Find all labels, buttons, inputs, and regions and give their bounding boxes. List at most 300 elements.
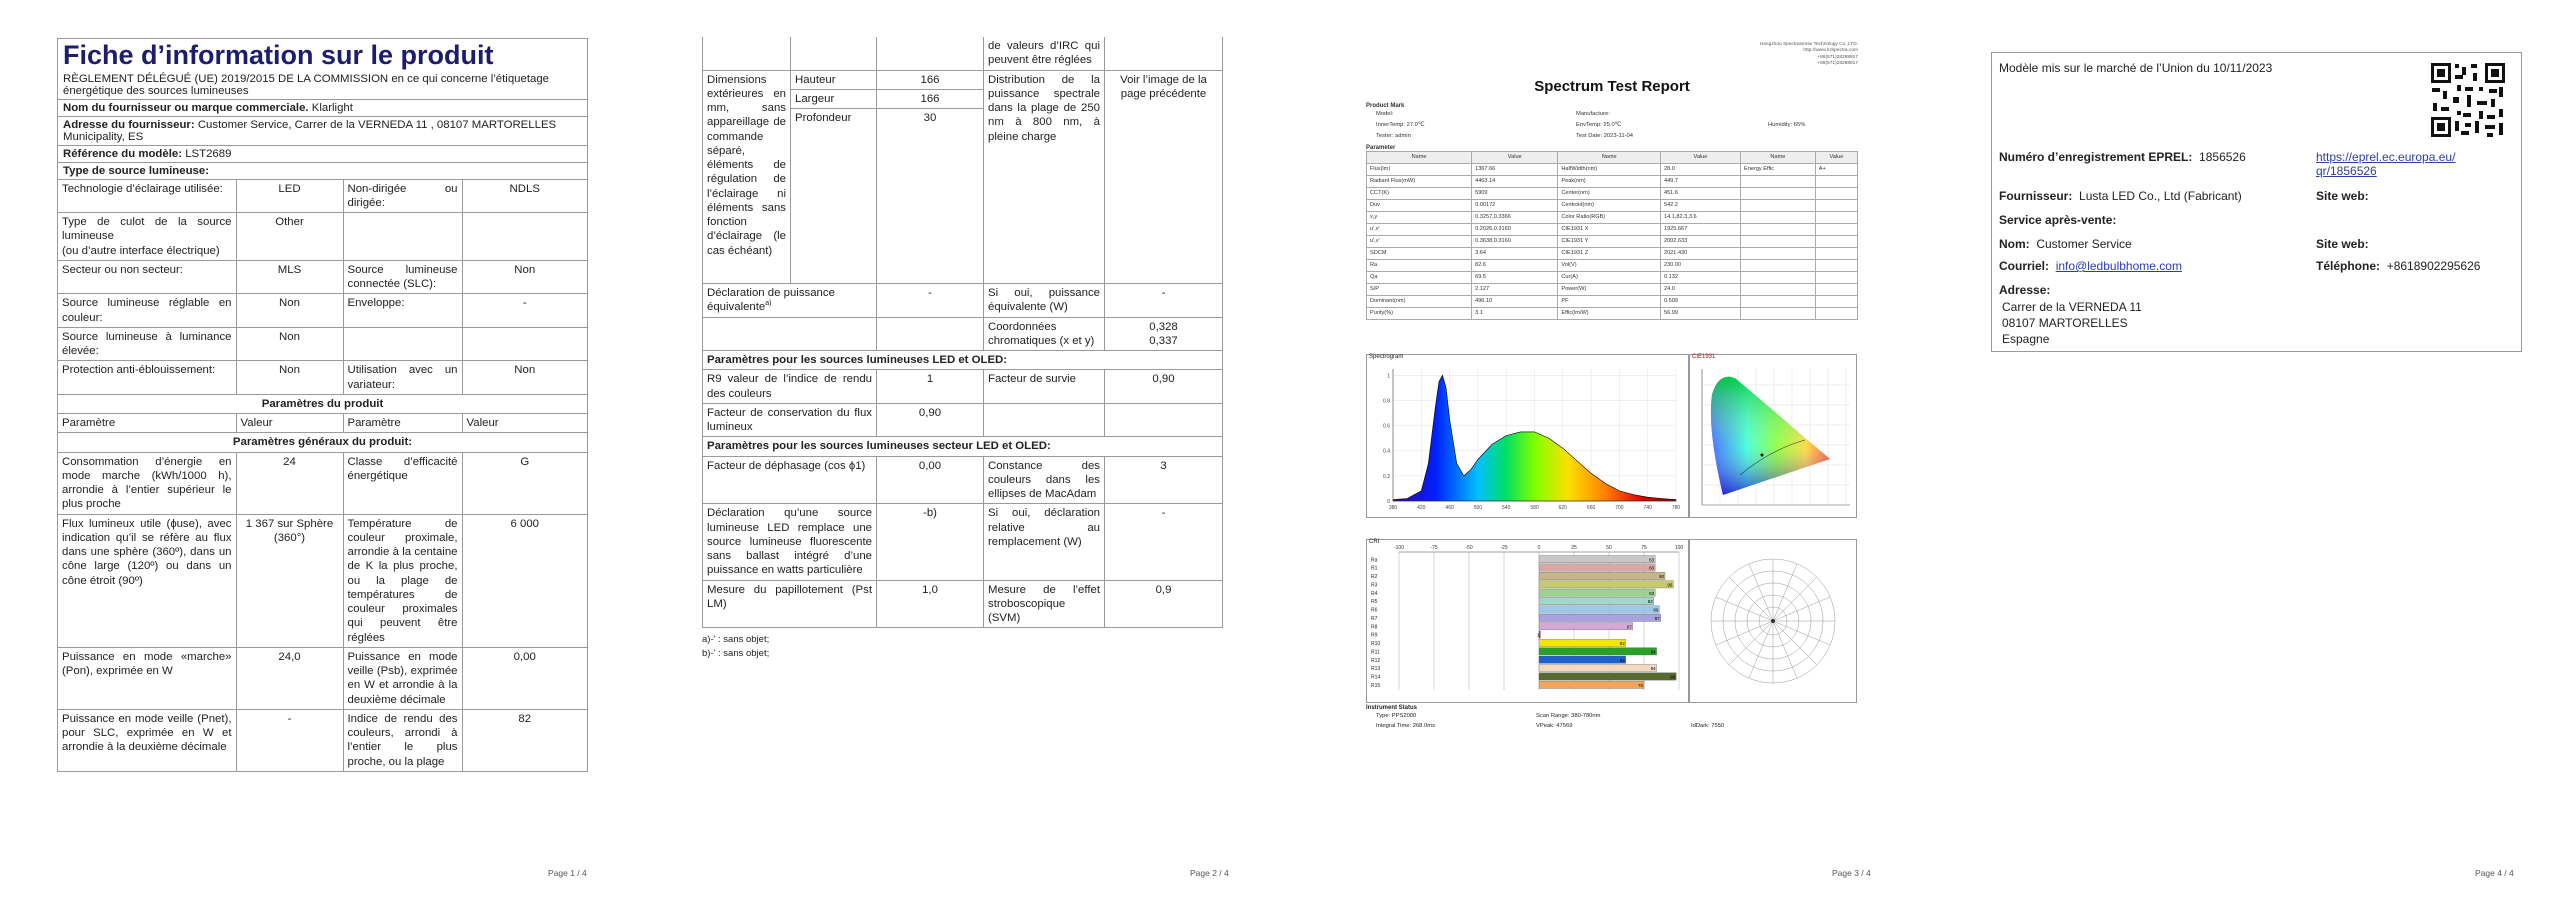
- param-cell: [1815, 259, 1857, 271]
- x-tick-label: -100: [1393, 545, 1405, 551]
- cri-bar: [1539, 614, 1661, 621]
- eprel-card: [1991, 52, 2522, 352]
- equivalent-power-label: Déclaration de puissance équivalente$^{a)}$: [703, 284, 877, 317]
- param-cell: 5909: [1472, 187, 1558, 199]
- x-tick-label: 0: [1537, 545, 1541, 551]
- equivalent-power-value: -: [877, 284, 984, 317]
- address-block: Carrer de la VERNEDA 11 08107 MARTORELLES Espagne: [2002, 300, 2142, 346]
- row-label: Facteur de déphasage (cos ϕ1): [703, 456, 877, 504]
- dim-width-label: Largeur: [791, 89, 877, 108]
- params-header: Paramètres du produit: [58, 394, 587, 413]
- eprel-value: 1856526: [2199, 150, 2246, 164]
- param-cell: 0.00172: [1472, 199, 1558, 211]
- cri-bar: [1539, 664, 1657, 671]
- row-label: [984, 403, 1105, 437]
- bar-value-label: 90: [1658, 574, 1664, 580]
- param-cell: [1741, 199, 1816, 211]
- bar-value-label: 67: [1626, 624, 1632, 630]
- cri-bar: [1539, 572, 1665, 579]
- supplier-value: Klarlight: [311, 101, 353, 114]
- page-number: Page 3 / 4: [1832, 868, 1871, 878]
- param-cell: [1741, 187, 1816, 199]
- table-row: [1367, 211, 1858, 223]
- row-value: 1 367 sur Sphère (360°): [236, 514, 343, 647]
- x-tick-label: 780: [1671, 505, 1681, 511]
- table-row: [58, 294, 587, 328]
- chroma-label: Coordonnées chromatiques (x et y): [984, 317, 1105, 351]
- table-row: [58, 180, 587, 213]
- table-row: [1367, 259, 1858, 271]
- param-cell: Radiant Flux(mW): [1367, 175, 1472, 187]
- model-row: Référence du modèle: LST2689: [58, 146, 587, 163]
- cri-bar: [1539, 556, 1655, 563]
- param-cell: [1741, 235, 1816, 247]
- table-row: [1367, 283, 1858, 295]
- instrument-label: Instrument Status: [1366, 705, 1418, 711]
- row-value: NDLS: [462, 180, 587, 213]
- spd-label: Distribution de la puissance spectrale dans la plage de 250 nm à 800 nm, à pleine charge: [984, 70, 1105, 284]
- row-value: Non: [236, 294, 343, 328]
- eprel-link[interactable]: https://eprel.ec.europa.eu/qr/1856526: [2316, 150, 2456, 178]
- table-row: [58, 452, 587, 514]
- param-cell: [1741, 247, 1816, 259]
- x-tick-label: 25: [1571, 545, 1577, 551]
- param-cell: 1925.667: [1660, 223, 1740, 235]
- mark-cell: EnvTemp: 25.0℃: [1576, 121, 1622, 128]
- table-row: [1367, 295, 1858, 307]
- cri-bar: [1539, 606, 1659, 613]
- spectrum-report: [1366, 42, 1858, 320]
- qr-code-icon: [2429, 61, 2507, 139]
- y-tick-label: 1: [1387, 373, 1390, 380]
- x-tick-label: -25: [1500, 545, 1508, 551]
- param-cell: 0.3257,0.3366: [1472, 211, 1558, 223]
- row-label: Enveloppe:: [343, 294, 462, 328]
- row-label: Puissance en mode veille (Psb), exprimée en W et arrondie à la deuxième décimale: [343, 647, 462, 709]
- row-label: Non-dirigée ou dirigée:: [343, 180, 462, 213]
- table-row: [1367, 187, 1858, 199]
- param-cell: Cur(A): [1558, 271, 1661, 283]
- dim-width-value: 166: [877, 89, 984, 108]
- param-cell: 14.1,82.3,3.6: [1660, 211, 1740, 223]
- param-cell: Color Ratio(RGB): [1558, 211, 1661, 223]
- row-label: Source lumineuse connectée (SLC):: [343, 260, 462, 294]
- table-row: [1367, 307, 1858, 319]
- bar-value-label: 87: [1654, 615, 1660, 621]
- spectrogram-panel: [1366, 354, 1689, 518]
- x-tick-label: 100: [1674, 545, 1684, 551]
- table-row: [703, 370, 1223, 404]
- param-header-row: [1367, 151, 1858, 163]
- parameter-label: Parameter: [1366, 144, 1396, 151]
- row-value: 3: [1105, 456, 1223, 504]
- row-value: [462, 213, 587, 261]
- param-cell: 0.132: [1660, 271, 1740, 283]
- equivalent-power-w-label: Si oui, puissance équivalente (W): [984, 284, 1105, 317]
- service-label: Service après-vente:: [1999, 213, 2117, 227]
- dimensions-table: [702, 37, 1223, 284]
- row-label: Indice de rendu des couleurs, arrondi à l’entier le plus proche, ou la plage: [343, 709, 462, 771]
- row-value: -: [1105, 504, 1223, 580]
- param-cell: [1815, 307, 1857, 319]
- param-cell: [1815, 199, 1857, 211]
- param-cell: [1741, 283, 1816, 295]
- mark-cell: Humidity: 65%: [1768, 121, 1806, 128]
- y-tick-label: 0.4: [1383, 448, 1390, 455]
- x-tick-label: 380: [1388, 505, 1398, 511]
- table-row: [703, 580, 1223, 628]
- table-row: [58, 514, 587, 647]
- general-header: Paramètres généraux du produit:: [58, 433, 587, 452]
- polar-panel: [1689, 539, 1857, 703]
- spectrogram-label: Spectrogram: [1369, 354, 1404, 360]
- row-label: Constance des couleurs dans les ellipses de MacAdam: [984, 456, 1105, 504]
- param-cell: [1741, 211, 1816, 223]
- param-cell: S/P: [1367, 283, 1472, 295]
- x-tick-label: 50: [1606, 545, 1612, 551]
- type-header: Type de source lumineuse:: [58, 163, 587, 180]
- row-label: Mesure de l’effet stroboscopique (SVM): [984, 580, 1105, 628]
- x-tick-label: 75: [1641, 545, 1647, 551]
- x-tick-label: 460: [1445, 505, 1454, 511]
- row-label: Secteur ou non secteur:: [58, 260, 236, 294]
- bar-value-label: 84: [1650, 666, 1656, 672]
- param-cell: 2021.430: [1660, 247, 1740, 259]
- cie-diagram: [1690, 355, 1856, 517]
- regulation-text: RÈGLEMENT DÉLÉGUÉ (UE) 2019/2015 DE LA COMMISSION en ce qui concerne l’étiquetage énergétique des sources lumineuses: [63, 72, 550, 97]
- param-cell: Centroid(nm): [1558, 199, 1661, 211]
- param-cell: Peak(nm): [1558, 175, 1661, 187]
- spectrogram-chart: [1367, 355, 1688, 517]
- row-label: Technologie d’éclairage utilisée:: [58, 180, 236, 213]
- led-header: Paramètres pour les sources lumineuses LED et OLED:: [703, 351, 1223, 370]
- page-1: [0, 0, 640, 905]
- param-cell: 4463.14: [1472, 175, 1558, 187]
- instrument-row: [1366, 721, 1856, 731]
- table-row: [703, 504, 1223, 580]
- page-number: Page 4 / 4: [2475, 868, 2514, 878]
- row-label: Source lumineuse à luminance élevée:: [58, 327, 236, 361]
- row-value: MLS: [236, 260, 343, 294]
- param-cell: Ra: [1367, 259, 1472, 271]
- col-value: Valeur: [462, 414, 587, 433]
- x-tick-label: 580: [1530, 505, 1539, 511]
- table-row: [1367, 175, 1858, 187]
- y-tick-label: 0.2: [1383, 473, 1390, 480]
- source-type-table: [58, 180, 587, 394]
- row-label: Facteur de survie: [984, 370, 1105, 404]
- table-row: [58, 327, 587, 361]
- cri-bar: [1539, 681, 1644, 688]
- row-value: 24: [236, 452, 343, 514]
- category-label: R9: [1371, 632, 1378, 639]
- cri-chart: [1367, 540, 1688, 702]
- spd-value: Voir l’image de la page précédente: [1105, 70, 1223, 284]
- address-line: http://www.hzspectra.com: [1803, 48, 1858, 54]
- row-label: Facteur de conservation du flux lumineux: [703, 403, 877, 437]
- product-params-table: [58, 394, 587, 771]
- bar-value-label: 62: [1619, 641, 1625, 647]
- param-cell: u',v': [1367, 235, 1472, 247]
- page-number: Page 2 / 4: [1190, 868, 1229, 878]
- param-cell: 496.10: [1472, 295, 1558, 307]
- cie-label: CIE1931: [1692, 354, 1716, 360]
- param-cell: [1815, 283, 1857, 295]
- bar-value-label: 1: [1536, 632, 1540, 638]
- supplier-row: Fournisseur: Lusta LED Co., Ltd (Fabricant): [1999, 189, 2242, 203]
- instrument-cell: Scan Range: 380-780nm: [1536, 713, 1601, 719]
- category-label: R14: [1371, 674, 1381, 681]
- param-cell: [1815, 223, 1857, 235]
- row-label: [343, 213, 462, 261]
- param-cell: x,y: [1367, 211, 1472, 223]
- row-label: Protection anti-éblouissement:: [58, 361, 236, 394]
- website-label: Site web:: [2316, 189, 2369, 203]
- param-cell: 24.0: [1660, 283, 1740, 295]
- row-value: 0,00: [462, 647, 587, 709]
- instrument-row: [1366, 711, 1856, 721]
- polar-diagram: [1690, 540, 1856, 702]
- param-cell: Dominant(nm): [1367, 295, 1472, 307]
- row-value: 0,90: [1105, 370, 1223, 404]
- address-line: +86(571)28288917: [1817, 61, 1858, 67]
- row-value: 1: [877, 370, 984, 404]
- param-header: Name: [1367, 151, 1472, 163]
- row-value: -: [236, 709, 343, 771]
- category-label: R6: [1371, 607, 1378, 614]
- row-value: [1105, 403, 1223, 437]
- param-cell: 0.3638,0.3160: [1472, 235, 1558, 247]
- y-tick-label: 0.8: [1383, 398, 1390, 405]
- param-cell: Energy Effic: [1741, 163, 1816, 175]
- table-row: [58, 647, 587, 709]
- category-label: R15: [1371, 682, 1381, 689]
- row-label: Puissance en mode veille (Pnet), pour SLC, exprimée en W et arrondie à la deuxième décimale: [58, 709, 236, 771]
- mark-row: [1366, 109, 1858, 120]
- equivalent-power-w-value: -: [1105, 284, 1223, 317]
- category-label: R10: [1371, 641, 1381, 648]
- category-label: R11: [1371, 649, 1380, 656]
- category-label: R2: [1371, 574, 1378, 581]
- param-cell: CIE1931 Z: [1558, 247, 1661, 259]
- row-value: 82: [462, 709, 587, 771]
- dim-depth-value: 30: [877, 109, 984, 284]
- dim-depth-label: Profondeur: [791, 109, 877, 284]
- row-value: [462, 327, 587, 361]
- param-cell: CCT(K): [1367, 187, 1472, 199]
- cri-panel: [1366, 539, 1689, 703]
- eprel-row: Numéro d’enregistrement EPREL: 1856526: [1999, 150, 2246, 164]
- mains-header: Paramètres pour les sources lumineuses secteur LED et OLED:: [703, 437, 1223, 456]
- email-row: Courriel: info@ledbulbhome.com: [1999, 259, 2182, 273]
- mark-cell: Tester: admin: [1376, 132, 1411, 139]
- phone-row: Téléphone: +8618902295626: [2316, 259, 2481, 273]
- bar-value-label: 98: [1670, 674, 1676, 680]
- x-tick-label: 540: [1502, 505, 1511, 511]
- bar-value-label: 83: [1649, 557, 1655, 563]
- name-value: Customer Service: [2036, 237, 2132, 251]
- param-cell: 0.509: [1660, 295, 1740, 307]
- row-label: Mesure du papillotement (Pst LM): [703, 580, 877, 628]
- param-cell: [1815, 187, 1857, 199]
- x-tick-label: 660: [1586, 505, 1596, 511]
- cri-bar: [1539, 656, 1626, 663]
- category-label: R8: [1371, 624, 1378, 631]
- category-label: R5: [1371, 599, 1378, 606]
- row-label: [343, 327, 462, 361]
- parameter-table: [1366, 151, 1858, 320]
- cri-bar: [1539, 597, 1654, 604]
- instrument-cell: IdDark: 7550: [1691, 723, 1725, 729]
- address-label: Adresse:: [1999, 283, 2051, 297]
- param-cell: 3.64: [1472, 247, 1558, 259]
- dim-height-value: 166: [877, 70, 984, 89]
- lab-address: [1366, 42, 1858, 68]
- param-cell: [1741, 223, 1816, 235]
- param-cell: SDCM: [1367, 247, 1472, 259]
- instrument-status: [1366, 705, 1856, 731]
- cri-label: CRI: [1369, 539, 1380, 545]
- row-label: Flux lumineux utile (ɸuse), avec indication qu’il se réfère au flux dans une sphère (360º), dans un cône large (120º) ou dans un cône étroit (90º): [58, 514, 236, 647]
- param-cell: Flux(lm): [1367, 163, 1472, 175]
- footnote-b: b)-’ : sans objet;: [702, 648, 770, 660]
- name-row: Nom: Customer Service: [1999, 237, 2132, 251]
- supplier-row: Nom du fournisseur ou marque commerciale. Klarlight: [58, 100, 587, 117]
- mark-row: [1366, 120, 1858, 131]
- category-label: R12: [1371, 657, 1381, 664]
- cri-bar: [1539, 673, 1676, 680]
- row-value: 0,00: [877, 456, 984, 504]
- market-date: Modèle mis sur le marché de l’Union du 10/11/2023: [1999, 61, 2273, 75]
- row-value: G: [462, 452, 587, 514]
- report-title: Spectrum Test Report: [1534, 77, 1690, 95]
- address-line: +86(571)28288917: [1817, 54, 1858, 60]
- x-tick-label: 500: [1473, 505, 1483, 511]
- param-cell: u',v': [1367, 223, 1472, 235]
- cri-bar: [1539, 581, 1673, 588]
- mark-cell: Manufacture:: [1576, 110, 1610, 117]
- param-cell: [1741, 271, 1816, 283]
- param-cell: 3.1: [1472, 307, 1558, 319]
- row-value: LED: [236, 180, 343, 213]
- bar-value-label: 82: [1647, 599, 1653, 605]
- page-title: Fiche d’information sur le produit: [63, 40, 494, 70]
- row-value: Non: [462, 260, 587, 294]
- param-cell: Purity(%): [1367, 307, 1472, 319]
- param-cell: [1741, 175, 1816, 187]
- param-header: Value: [1472, 151, 1558, 163]
- row-value: Other: [236, 213, 343, 261]
- mark-cell: Test Date: 2023-11-04: [1576, 132, 1633, 139]
- param-cell: Qa: [1367, 271, 1472, 283]
- col-param: Paramètre: [58, 414, 236, 433]
- row-label: Déclaration qu’une source lumineuse LED remplace une source lumineuse fluorescente sans ballast intégré d’une puissance en watts particulière: [703, 504, 877, 580]
- x-tick-label: 740: [1643, 505, 1652, 511]
- row-value: 6 000: [462, 514, 587, 647]
- param-cell: [1741, 307, 1816, 319]
- table-row: [1367, 199, 1858, 211]
- footnote-a: a)-’ : sans objet;: [702, 634, 770, 646]
- dim-height-label: Hauteur: [791, 70, 877, 89]
- param-cell: CIE1931 X: [1558, 223, 1661, 235]
- param-cell: Duv: [1367, 199, 1472, 211]
- x-tick-label: -50: [1465, 545, 1473, 551]
- param-cell: 451.6: [1660, 187, 1740, 199]
- bar-value-label: 62: [1619, 657, 1625, 663]
- cri-bar: [1539, 564, 1655, 571]
- param-cell: [1741, 259, 1816, 271]
- table-row: [1367, 247, 1858, 259]
- website2-label: Site web:: [2316, 237, 2369, 251]
- col-value: Valeur: [236, 414, 343, 433]
- address-line: Hangzhou Spectrasense Technology Co.,LTD.: [1759, 42, 1858, 47]
- supplier-value: Lusta LED Co., Ltd (Fabricant): [2079, 189, 2242, 203]
- mark-cell: [1768, 109, 1868, 120]
- param-cell: Center(nm): [1558, 187, 1661, 199]
- param-cell: [1815, 175, 1857, 187]
- param-cell: A+: [1815, 163, 1857, 175]
- param-cell: Effic(lm/W): [1558, 307, 1661, 319]
- param-cell: CIE1931 Y: [1558, 235, 1661, 247]
- y-tick-label: 0: [1387, 499, 1390, 505]
- x-tick-label: 420: [1417, 505, 1426, 511]
- row-value: Non: [236, 361, 343, 394]
- bar-value-label: 84: [1650, 649, 1656, 655]
- product-mark-label: Product Mark: [1366, 102, 1405, 109]
- cri-range-text: de valeurs d’IRC qui peuvent être réglées: [984, 37, 1105, 70]
- equivalent-power-table: [702, 284, 1223, 628]
- table-row: [1367, 163, 1858, 175]
- param-cell: 0.2026,0.3160: [1472, 223, 1558, 235]
- mark-cell: Model:: [1376, 110, 1394, 117]
- param-cell: 230.00: [1660, 259, 1740, 271]
- row-label: Puissance en mode «marche» (Pon), exprimée en W: [58, 647, 236, 709]
- cri-bar: [1539, 639, 1626, 646]
- cri-bar: [1539, 648, 1657, 655]
- category-label: R1: [1371, 565, 1378, 572]
- param-cell: Vol(V): [1558, 259, 1661, 271]
- instrument-cell: Integral Time: 268.0ms: [1376, 723, 1435, 729]
- row-label: Type de culot de la source lumineuse (ou d’autre interface électrique): [58, 213, 236, 261]
- table-row: [58, 260, 587, 294]
- row-value: -b): [877, 504, 984, 580]
- email-link[interactable]: info@ledbulbhome.com: [2055, 259, 2182, 273]
- x-tick-label: -75: [1430, 545, 1438, 551]
- instrument-cell: VPeak: 47569: [1536, 723, 1573, 729]
- x-tick-label: 620: [1558, 505, 1567, 511]
- row-value: 24,0: [236, 647, 343, 709]
- row-label: Utilisation avec un variateur:: [343, 361, 462, 394]
- product-mark-grid: [1366, 109, 1858, 142]
- param-header: Value: [1660, 151, 1740, 163]
- row-value: 1,0: [877, 580, 984, 628]
- param-cell: HalfWidth(nm): [1558, 163, 1661, 175]
- bar-value-label: 83: [1649, 590, 1655, 596]
- param-cell: 449.7: [1660, 175, 1740, 187]
- param-cell: [1815, 295, 1857, 307]
- address-value: Customer Service, Carrer de la VERNEDA 11 , 08107 MARTORELLES Municipality, ES: [63, 118, 557, 143]
- dimensions-label: Dimensions extérieures en mm, sans appareillage de commande séparé, éléments de régulation de l’éclairage ni éléments sans fonction d’éclairage (le cas échéant): [703, 70, 791, 284]
- param-cell: 56.99: [1660, 307, 1740, 319]
- address-row: Adresse du fournisseur: Customer Service, Carrer de la VERNEDA 11 , 08107 MARTORELLES Municipality, ES: [58, 117, 587, 146]
- param-cell: 542.2: [1660, 199, 1740, 211]
- param-cell: [1815, 247, 1857, 259]
- table-row: [1367, 271, 1858, 283]
- row-value: Non: [462, 361, 587, 394]
- y-tick-label: 0.6: [1383, 423, 1390, 430]
- instrument-cell: Type: PPS2000: [1376, 713, 1417, 719]
- row-label: Température de couleur proximale, arrondie à la centaine de K la plus proche, ou la plage de températures de couleur proximales qui peuvent être réglées: [343, 514, 462, 647]
